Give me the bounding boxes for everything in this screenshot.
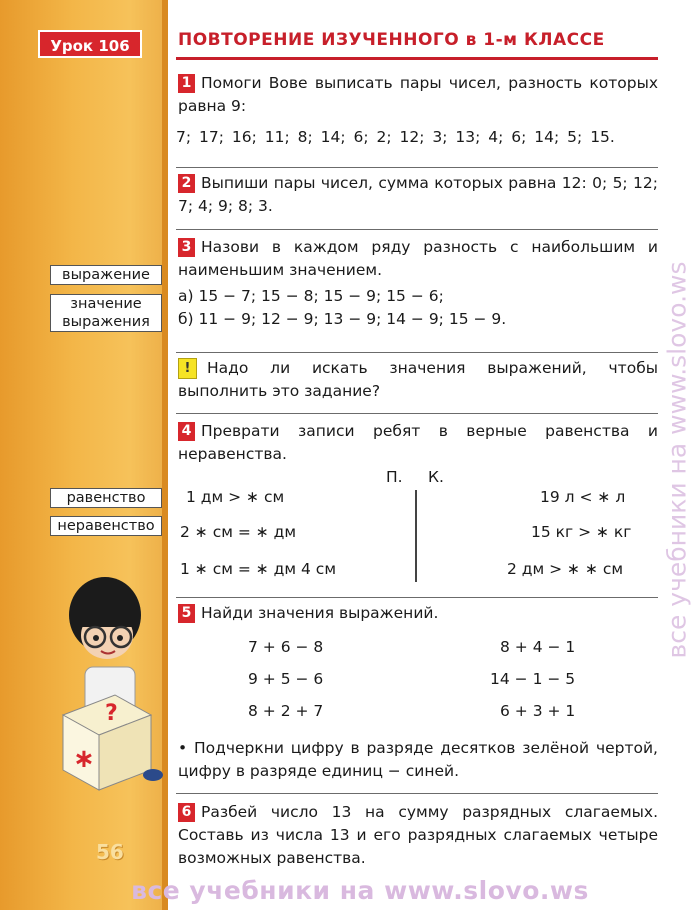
expression-right-1: 8 + 4 − 1 bbox=[500, 638, 576, 656]
expression-row-b: б) 11 − 9; 12 − 9; 13 − 9; 14 − 9; 15 − 9. bbox=[178, 310, 507, 328]
label-p: П. bbox=[386, 468, 403, 486]
equality-left-3: 1 ∗ см = ∗ дм 4 см bbox=[180, 560, 337, 578]
task-5-note: • Подчеркни цифру в разряде десятков зелёной чертой, цифру в разряде единиц − синей. bbox=[178, 739, 658, 780]
task-3 bbox=[178, 236, 658, 282]
title-underline bbox=[176, 57, 658, 60]
lesson-tab: Урок 106 bbox=[38, 30, 142, 58]
term-expression: выражение bbox=[50, 265, 162, 285]
column-separator bbox=[415, 490, 417, 582]
task-5 bbox=[178, 602, 658, 625]
expression-right-3: 6 + 3 + 1 bbox=[500, 702, 576, 720]
divider bbox=[176, 167, 658, 168]
task-1 bbox=[178, 72, 658, 118]
task-number: 1 bbox=[178, 74, 195, 93]
page-title: ПОВТОРЕНИЕ ИЗУЧЕННОГО в 1-м КЛАССЕ bbox=[178, 30, 605, 50]
exclamation-icon: ! bbox=[178, 358, 197, 379]
task-text: Назови в каждом ряду разность с наибольшим и наименьшим значением. bbox=[178, 238, 658, 279]
divider bbox=[176, 793, 658, 794]
boy-illustration bbox=[55, 575, 165, 805]
expression-left-1: 7 + 6 − 8 bbox=[248, 638, 324, 656]
hint-text: Надо ли искать значения выражений, чтобы выполнить это задание? bbox=[178, 359, 658, 400]
inequality-left-1: 1 дм > ∗ см bbox=[186, 488, 285, 506]
inequality-right-1: 19 л < ∗ л bbox=[540, 488, 626, 506]
expression-right-2: 14 − 1 − 5 bbox=[490, 670, 576, 688]
number-sequence: 7; 17; 16; 11; 8; 14; 6; 2; 12; 3; 13; 4; 6; 14; 5; 15. bbox=[176, 128, 615, 146]
inequality-right-3: 2 дм > ∗ ∗ см bbox=[507, 560, 624, 578]
term-line: выражения bbox=[62, 314, 150, 330]
divider bbox=[176, 352, 658, 353]
expression-left-3: 8 + 2 + 7 bbox=[248, 702, 324, 720]
task-number: 2 bbox=[178, 174, 195, 193]
task-text: Преврати записи ребят в верные равенства и неравенства. bbox=[178, 422, 658, 463]
watermark-bottom: все учебники на www.slovo.ws bbox=[131, 876, 589, 905]
page-number: 56 bbox=[96, 840, 124, 864]
expression-left-2: 9 + 5 − 6 bbox=[248, 670, 324, 688]
task-6 bbox=[178, 801, 658, 870]
task-number: 5 bbox=[178, 604, 195, 623]
divider bbox=[176, 597, 658, 598]
task-text: Помоги Вове выписать пары чисел, разность которых равна 9: bbox=[178, 74, 658, 115]
svg-text:∗: ∗ bbox=[73, 744, 95, 774]
task-text: Разбей число 13 на сумму разрядных слагаемых. Составь из числа 13 и его разрядных слагаемых четыре возможных равенства. bbox=[178, 803, 658, 867]
label-k: К. bbox=[428, 468, 444, 486]
term-equality: равенство bbox=[50, 488, 162, 508]
task-number: 4 bbox=[178, 422, 195, 441]
task-2 bbox=[178, 172, 658, 218]
task-number: 6 bbox=[178, 803, 195, 822]
task-number: 3 bbox=[178, 238, 195, 257]
hint-block bbox=[178, 357, 658, 403]
term-line: значение bbox=[70, 296, 142, 312]
term-inequality: неравенство bbox=[50, 516, 162, 536]
inequality-right-2: 15 кг > ∗ кг bbox=[531, 523, 632, 541]
divider bbox=[176, 413, 658, 414]
divider bbox=[176, 229, 658, 230]
task-text: Выпиши пары чисел, сумма которых равна 12: 0; 5; 12; 7; 4; 9; 8; 3. bbox=[178, 174, 658, 215]
task-4 bbox=[178, 420, 658, 466]
term-expression-value bbox=[50, 294, 162, 332]
svg-text:?: ? bbox=[105, 701, 118, 726]
expression-row-a: а) 15 − 7; 15 − 8; 15 − 9; 15 − 6; bbox=[178, 287, 444, 305]
equality-left-2: 2 ∗ см = ∗ дм bbox=[180, 523, 297, 541]
task-text: Найди значения выражений. bbox=[201, 604, 439, 622]
watermark-side: все учебники на www.slovo.ws bbox=[662, 261, 692, 659]
